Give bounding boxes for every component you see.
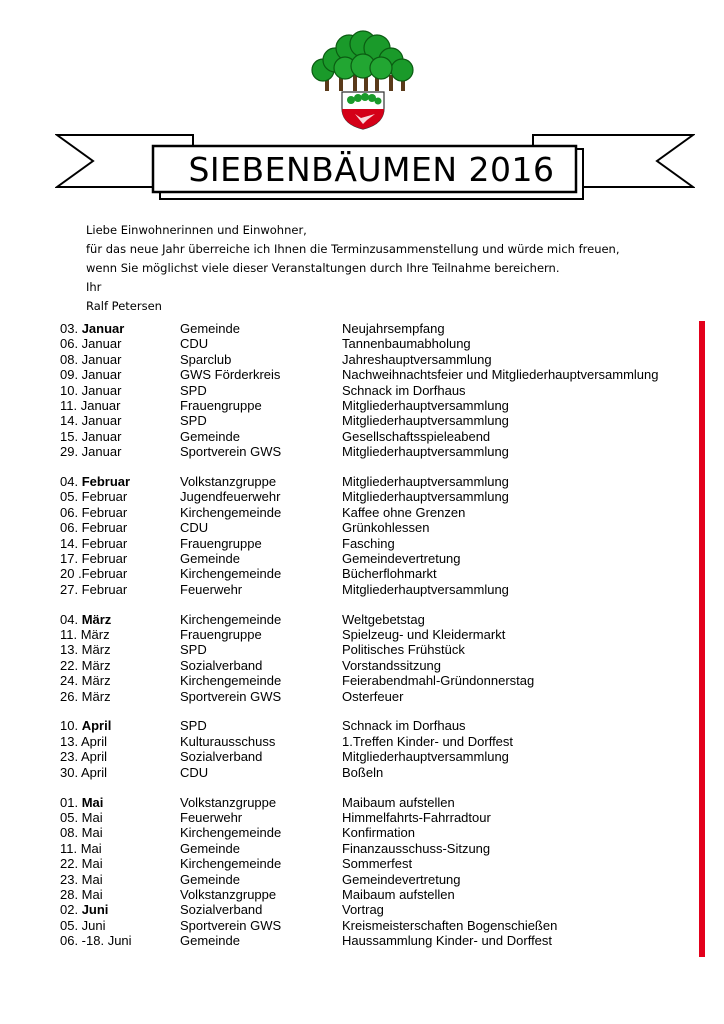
intro-signature: Ralf Petersen (86, 299, 162, 313)
event-title: Mitgliederhauptversammlung (342, 397, 509, 413)
event-row (60, 658, 690, 673)
event-organizer: SPD (180, 382, 207, 398)
event-title: Himmelfahrts-Fahrradtour (342, 809, 491, 825)
event-row (60, 841, 690, 856)
event-organizer: CDU (180, 336, 209, 352)
event-title: Grünkohlessen (342, 520, 430, 536)
event-organizer: Volkstanzgruppe (180, 886, 277, 902)
event-date: 03. Januar (60, 321, 125, 336)
event-title: Mitgliederhauptversammlung (342, 489, 509, 505)
event-title: Tannenbaumabholung (342, 336, 471, 352)
event-row (60, 918, 690, 933)
event-title: Haussammlung Kinder- und Dorffest (342, 933, 553, 949)
month-block-februar (60, 474, 690, 597)
event-date: 23. April (60, 749, 107, 765)
event-title: Vorstandssitzung (342, 657, 442, 673)
event-date: 01. Mai (60, 794, 104, 810)
event-row (60, 336, 690, 351)
event-organizer: SPD (180, 642, 207, 658)
event-row (60, 566, 690, 581)
event-organizer: Gemeinde (180, 933, 240, 949)
event-organizer: Volkstanzgruppe (180, 794, 277, 810)
event-organizer: Sparclub (180, 351, 232, 367)
event-date: 06. Februar (60, 520, 128, 536)
event-title: Mitgliederhauptversammlung (342, 749, 509, 765)
event-title: Mitgliederhauptversammlung (342, 581, 509, 597)
event-organizer: Feuerwehr (180, 809, 243, 825)
event-title: Nachweihnachtsfeier und Mitgliederhauptversammlung (342, 367, 659, 383)
event-row (60, 642, 690, 657)
month-block-januar (60, 321, 690, 460)
month-block-maerz (60, 612, 690, 704)
event-date: 13. April (60, 733, 107, 749)
event-row (60, 887, 690, 902)
event-row (60, 367, 690, 382)
event-row (60, 627, 690, 642)
event-date: 10. Januar (60, 382, 122, 398)
event-row (60, 902, 690, 917)
event-organizer: Kirchengemeinde (180, 611, 282, 627)
event-row (60, 718, 690, 733)
event-row (60, 444, 690, 459)
event-title: Boßeln (342, 764, 384, 780)
red-margin-bar (699, 321, 705, 957)
event-date: 29. Januar (60, 444, 122, 460)
event-date: 11. Januar (60, 397, 121, 413)
event-title: 1.Treffen Kinder- und Dorffest (342, 733, 514, 749)
event-title: Spielzeug- und Kleidermarkt (342, 627, 506, 643)
event-date: 28. Mai (60, 886, 103, 902)
event-date: 05. Juni (60, 917, 106, 933)
month-block-april (60, 718, 690, 780)
event-date: 05. Februar (60, 489, 128, 505)
event-organizer: Gemeinde (180, 321, 240, 336)
event-title: Fasching (342, 535, 395, 551)
event-organizer: Sportverein GWS (180, 917, 282, 933)
shield-icon (342, 92, 384, 129)
intro-greeting: Liebe Einwohnerinnen und Einwohner, (86, 223, 307, 237)
event-date: 09. Januar (60, 367, 122, 383)
event-date: 05. Mai (60, 809, 103, 825)
event-title: Kaffee ohne Grenzen (342, 504, 466, 520)
event-organizer: Sozialverband (180, 902, 263, 918)
event-organizer: Feuerwehr (180, 581, 243, 597)
event-date: 24. März (60, 673, 111, 689)
event-title: Bücherflohmarkt (342, 566, 437, 582)
event-row (60, 489, 690, 504)
event-title: Gemeindevertretung (342, 871, 461, 887)
event-row (60, 734, 690, 749)
event-row (60, 872, 690, 887)
event-organizer: Sportverein GWS (180, 688, 282, 704)
event-organizer: Volkstanzgruppe (180, 474, 277, 490)
event-organizer: SPD (180, 718, 207, 734)
event-date: 11. März (60, 627, 110, 643)
event-date: 04. Februar (60, 474, 131, 490)
event-date: 13. März (60, 642, 111, 658)
event-row (60, 383, 690, 398)
event-title: Schnack im Dorfhaus (342, 382, 466, 398)
event-row (60, 749, 690, 764)
intro-line: wenn Sie möglichst viele dieser Veranstaltungen durch Ihre Teilnahme bereichern. (86, 261, 560, 275)
event-date: 02. Juni (60, 902, 109, 918)
event-organizer: Sportverein GWS (180, 444, 282, 460)
event-date: 22. Mai (60, 856, 103, 872)
event-date: 08. Januar (60, 351, 122, 367)
month-block-mai-juni (60, 795, 690, 949)
event-title: Konfirmation (342, 825, 415, 841)
event-organizer: Frauengruppe (180, 535, 262, 551)
event-row (60, 505, 690, 520)
event-date: 14. Februar (60, 535, 128, 551)
event-title: Mitgliederhauptversammlung (342, 474, 509, 490)
event-row (60, 321, 690, 336)
event-organizer: CDU (180, 520, 209, 536)
event-row (60, 520, 690, 535)
seven-trees-icon (312, 31, 413, 91)
event-organizer: Kirchengemeinde (180, 825, 282, 841)
event-row (60, 398, 690, 413)
event-organizer: Sozialverband (180, 749, 263, 765)
page-title: SIEBENBÄUMEN 2016 (188, 150, 555, 189)
event-row (60, 429, 690, 444)
event-row (60, 689, 690, 704)
event-row (60, 673, 690, 688)
event-organizer: Kirchengemeinde (180, 856, 282, 872)
coat-of-arms-logo (305, 30, 415, 130)
event-organizer: Kirchengemeinde (180, 673, 282, 689)
event-title: Sommerfest (342, 856, 413, 872)
event-date: 22. März (60, 657, 111, 673)
event-schedule (60, 321, 690, 948)
event-date: 06. Februar (60, 504, 128, 520)
intro-line: für das neue Jahr überreiche ich Ihnen die Terminzusammenstellung und würde mich freuen, (86, 242, 620, 256)
event-organizer: Frauengruppe (180, 627, 262, 643)
event-title: Mitgliederhauptversammlung (342, 444, 509, 460)
event-row (60, 352, 690, 367)
event-title: Schnack im Dorfhaus (342, 718, 466, 734)
event-date: 10. April (60, 718, 112, 734)
event-row (60, 810, 690, 825)
event-date: 06. Januar (60, 336, 122, 352)
event-date: 27. Februar (60, 581, 128, 597)
event-organizer: Gemeinde (180, 550, 240, 566)
event-title: Feierabendmahl-Gründonnerstag (342, 673, 535, 689)
event-row (60, 536, 690, 551)
event-row (60, 474, 690, 489)
event-date: 17. Februar (60, 550, 128, 566)
event-date: 14. Januar (60, 413, 122, 429)
event-row (60, 582, 690, 597)
event-organizer: SPD (180, 413, 207, 429)
event-title: Gemeindevertretung (342, 550, 461, 566)
event-date: 20 .Februar (60, 566, 128, 582)
event-title: Weltgebetstag (342, 611, 425, 627)
intro-closing: Ihr (86, 280, 102, 294)
event-date: 23. Mai (60, 871, 103, 887)
intro-letter (86, 221, 686, 316)
event-title: Neujahrsempfang (342, 321, 445, 336)
event-date: 30. April (60, 764, 107, 780)
event-organizer: Kirchengemeinde (180, 566, 282, 582)
event-date: 08. Mai (60, 825, 103, 841)
event-organizer: Kulturausschuss (180, 733, 276, 749)
event-organizer: Jugendfeuerwehr (180, 489, 281, 505)
event-title: Vortrag (342, 902, 384, 918)
event-title: Kreismeisterschaften Bogenschießen (342, 917, 558, 933)
event-row (60, 825, 690, 840)
event-organizer: Frauengruppe (180, 397, 262, 413)
event-title: Maibaum aufstellen (342, 886, 455, 902)
event-date: 06. -18. Juni (60, 933, 132, 949)
event-organizer: Gemeinde (180, 840, 240, 856)
event-row (60, 551, 690, 566)
event-title: Finanzausschuss-Sitzung (342, 840, 491, 856)
event-organizer: Gemeinde (180, 871, 240, 887)
event-date: 11. Mai (60, 840, 102, 856)
event-date: 15. Januar (60, 428, 122, 444)
event-organizer: CDU (180, 764, 209, 780)
event-title: Jahreshauptversammlung (342, 351, 492, 367)
event-row (60, 413, 690, 428)
event-title: Gesellschaftsspieleabend (342, 428, 491, 444)
event-row (60, 856, 690, 871)
event-row (60, 933, 690, 948)
event-organizer: Gemeinde (180, 428, 240, 444)
event-organizer: GWS Förderkreis (180, 367, 281, 383)
event-row (60, 612, 690, 627)
event-organizer: Sozialverband (180, 657, 263, 673)
event-title: Politisches Frühstück (342, 642, 465, 658)
event-title: Osterfeuer (342, 688, 404, 704)
event-row (60, 795, 690, 810)
event-title: Mitgliederhauptversammlung (342, 413, 509, 429)
event-title: Maibaum aufstellen (342, 794, 455, 810)
event-organizer: Kirchengemeinde (180, 504, 282, 520)
event-date: 26. März (60, 688, 111, 704)
event-date: 04. März (60, 611, 112, 627)
event-row (60, 765, 690, 780)
